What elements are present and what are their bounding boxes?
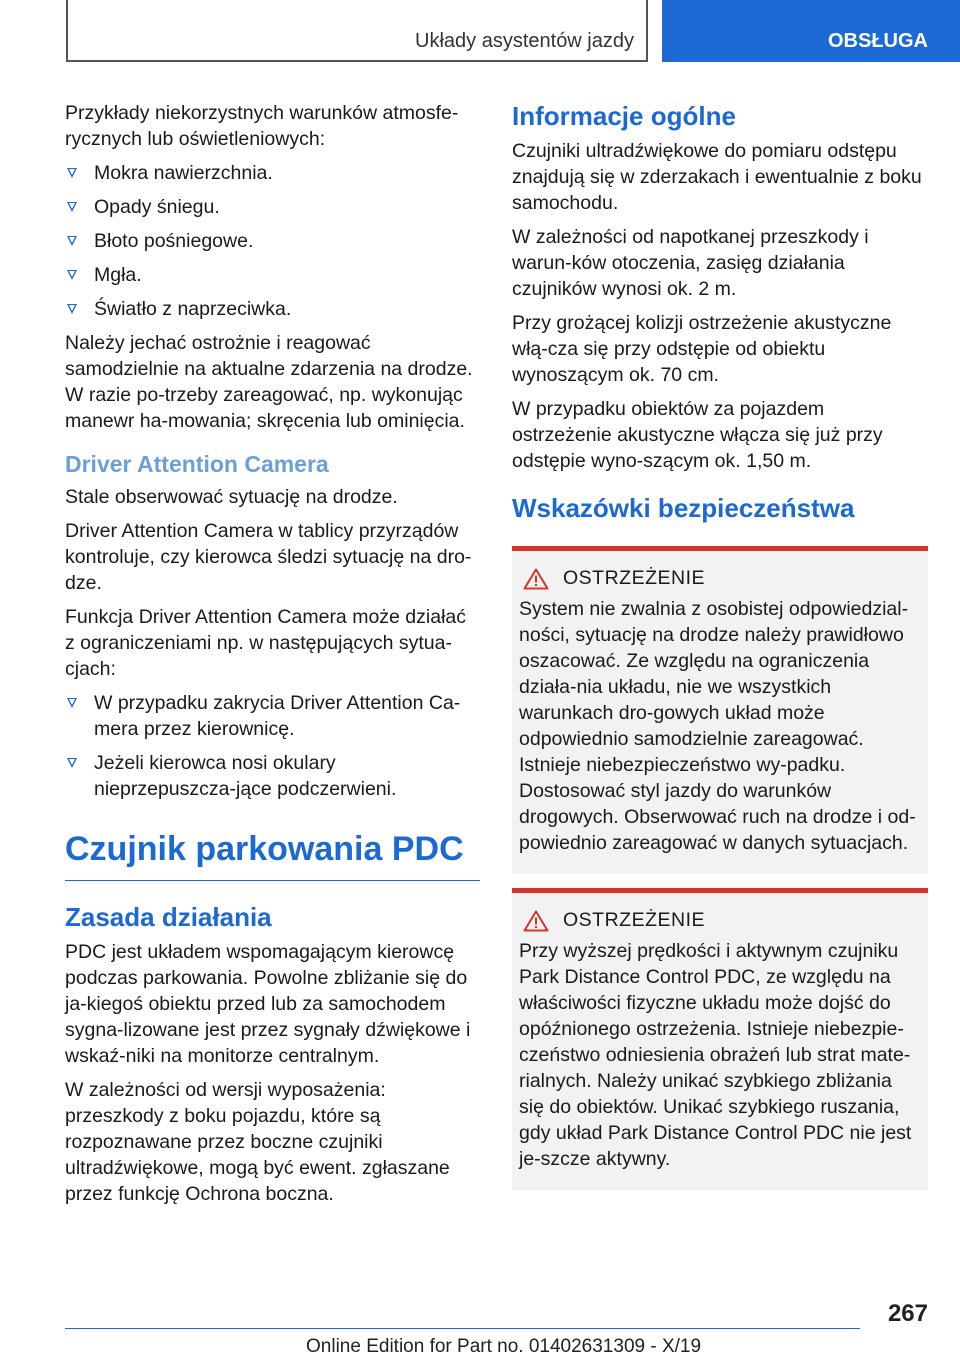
list-item: Jeżeli kierowca nosi okulary nieprzepuszcza-jące podczerwieni. xyxy=(65,750,480,802)
warning-text: System nie zwalnia z osobistej odpowiedzial-ności, sytuację na drodze należy prawidłowo oszacować. Ze względu na ograniczenia działa-nia układu, nie we wszystkich warunkach dro-gowych układ może odpowiednio samodzielnie zareagować. Istnieje niebezpieczeństwo wy-padku. Dostosować styl jazdy do warunków drogowych. Obserwować ruch na drodze i od-powiednio zareagować w danych sytuacjach. xyxy=(519,598,916,854)
warning-triangle-icon xyxy=(523,910,549,932)
bullet-triangle-icon xyxy=(67,202,77,212)
zasada-paragraph-1: PDC jest układem wspomagającym kierowcę podczas parkowania. Powolne zbliżanie się do ja-kiegoś obiektu przed lub za samochodem sygna-lizowane jest przez sygnały dźwiękowe i wskaź-niki na monitorze centralnym. xyxy=(65,941,471,1067)
section-tab[interactable]: OBSŁUGA xyxy=(662,0,960,62)
footer-edition: Online Edition for Part no. 01402631309 - X/19 xyxy=(306,1336,702,1357)
info-paragraph-2: W zależności od napotkanej przeszkody i warun-ków otoczenia, zasięg działania czujników wynosi ok. 2 m. xyxy=(512,226,869,300)
header-box xyxy=(66,0,648,62)
warning-text: Przy wyższej prędkości i aktywnym czujniku Park Distance Control PDC, ze względu na właściwości fizyczne układu może dojść do opóźnionego ostrzeżenia. Istnieje niebezpie-czeństwo odniesienia obrażeń lub strat mate-rialnych. Należy unikać szybkiego zbliżania się do obiektów. Unikać szybkiego ruszania, gdy układ Park Distance Control PDC nie jest je-szcze aktywny. xyxy=(519,940,912,1170)
page-number: 267 xyxy=(887,1300,928,1327)
warning-box xyxy=(512,546,928,874)
list-item: Światło z naprzeciwka. xyxy=(65,296,480,322)
zasada-paragraph-2: W zależności od wersji wyposażenia: przeszkody z boku pojazdu, które są rozpoznawane przez boczne czujniki ultradźwiękowe, mogą być ewent. zgłaszane przez funkcję Ochrona boczna. xyxy=(65,1079,450,1205)
conditions-list xyxy=(65,160,480,322)
dac-paragraph-3: Funkcja Driver Attention Camera może działać z ograniczeniami np. w następujących sytua-cjach: xyxy=(65,606,466,680)
info-paragraph-1: Czujniki ultradźwiękowe do pomiaru odstępu znajdują się w zderzakach i ewentualnie z boku samochodu. xyxy=(512,140,922,214)
footer-divider xyxy=(65,1328,860,1329)
info-heading: Informacje ogólne xyxy=(512,101,736,131)
pdc-heading: Czujnik parkowania PDC xyxy=(65,828,480,881)
dac-paragraph-2: Driver Attention Camera w tablicy przyrządów kontroluje, czy kierowca śledzi sytuację na dro-dze. xyxy=(65,520,472,594)
warning-box xyxy=(512,888,928,1190)
intro-paragraph: Przykłady niekorzystnych warunków atmosfe-rycznych lub oświetleniowych: xyxy=(65,102,459,150)
bullet-triangle-icon xyxy=(67,168,77,178)
safety-heading: Wskazówki bezpieczeństwa xyxy=(512,493,855,523)
bullet-triangle-icon xyxy=(67,270,77,280)
dac-paragraph-1: Stale obserwować sytuację na drodze. xyxy=(65,486,398,508)
list-item: Opady śniegu. xyxy=(65,194,480,220)
list-item: Mgła. xyxy=(65,262,480,288)
bullet-triangle-icon xyxy=(67,304,77,314)
caution-paragraph: Należy jechać ostrożnie i reagować samodzielnie na aktualne zdarzenia na drodze. W razie po-trzeby zareagować, np. wykonując manewr ha-mowania; skręcenia lub ominięcia. xyxy=(65,332,473,432)
info-paragraph-3: Przy grożącej kolizji ostrzeżenie akustyczne włą-cza się przy odstępie od obiektu wynoszącym ok. 70 cm. xyxy=(512,312,892,386)
list-item: Mokra nawierzchnia. xyxy=(65,160,480,186)
bullet-triangle-icon xyxy=(67,698,77,708)
zasada-heading: Zasada działania xyxy=(65,902,272,932)
warning-triangle-icon xyxy=(523,568,549,590)
warning-title: OSTRZEŻENIE xyxy=(563,909,706,931)
dac-list xyxy=(65,690,480,802)
list-item: Błoto pośniegowe. xyxy=(65,228,480,254)
dac-heading: Driver Attention Camera xyxy=(65,451,329,477)
list-item: W przypadku zakrycia Driver Attention Ca-mera przez kierownicę. xyxy=(65,690,480,742)
left-column xyxy=(65,100,480,1215)
right-column xyxy=(512,100,928,1204)
warning-title: OSTRZEŻENIE xyxy=(563,567,706,589)
info-paragraph-4: W przypadku obiektów za pojazdem ostrzeżenie akustyczne włącza się już przy odstępie wyno-szącym ok. 1,50 m. xyxy=(512,398,883,472)
bullet-triangle-icon xyxy=(67,758,77,768)
bullet-triangle-icon xyxy=(67,236,77,246)
chapter-title: Układy asystentów jazdy xyxy=(415,30,634,52)
